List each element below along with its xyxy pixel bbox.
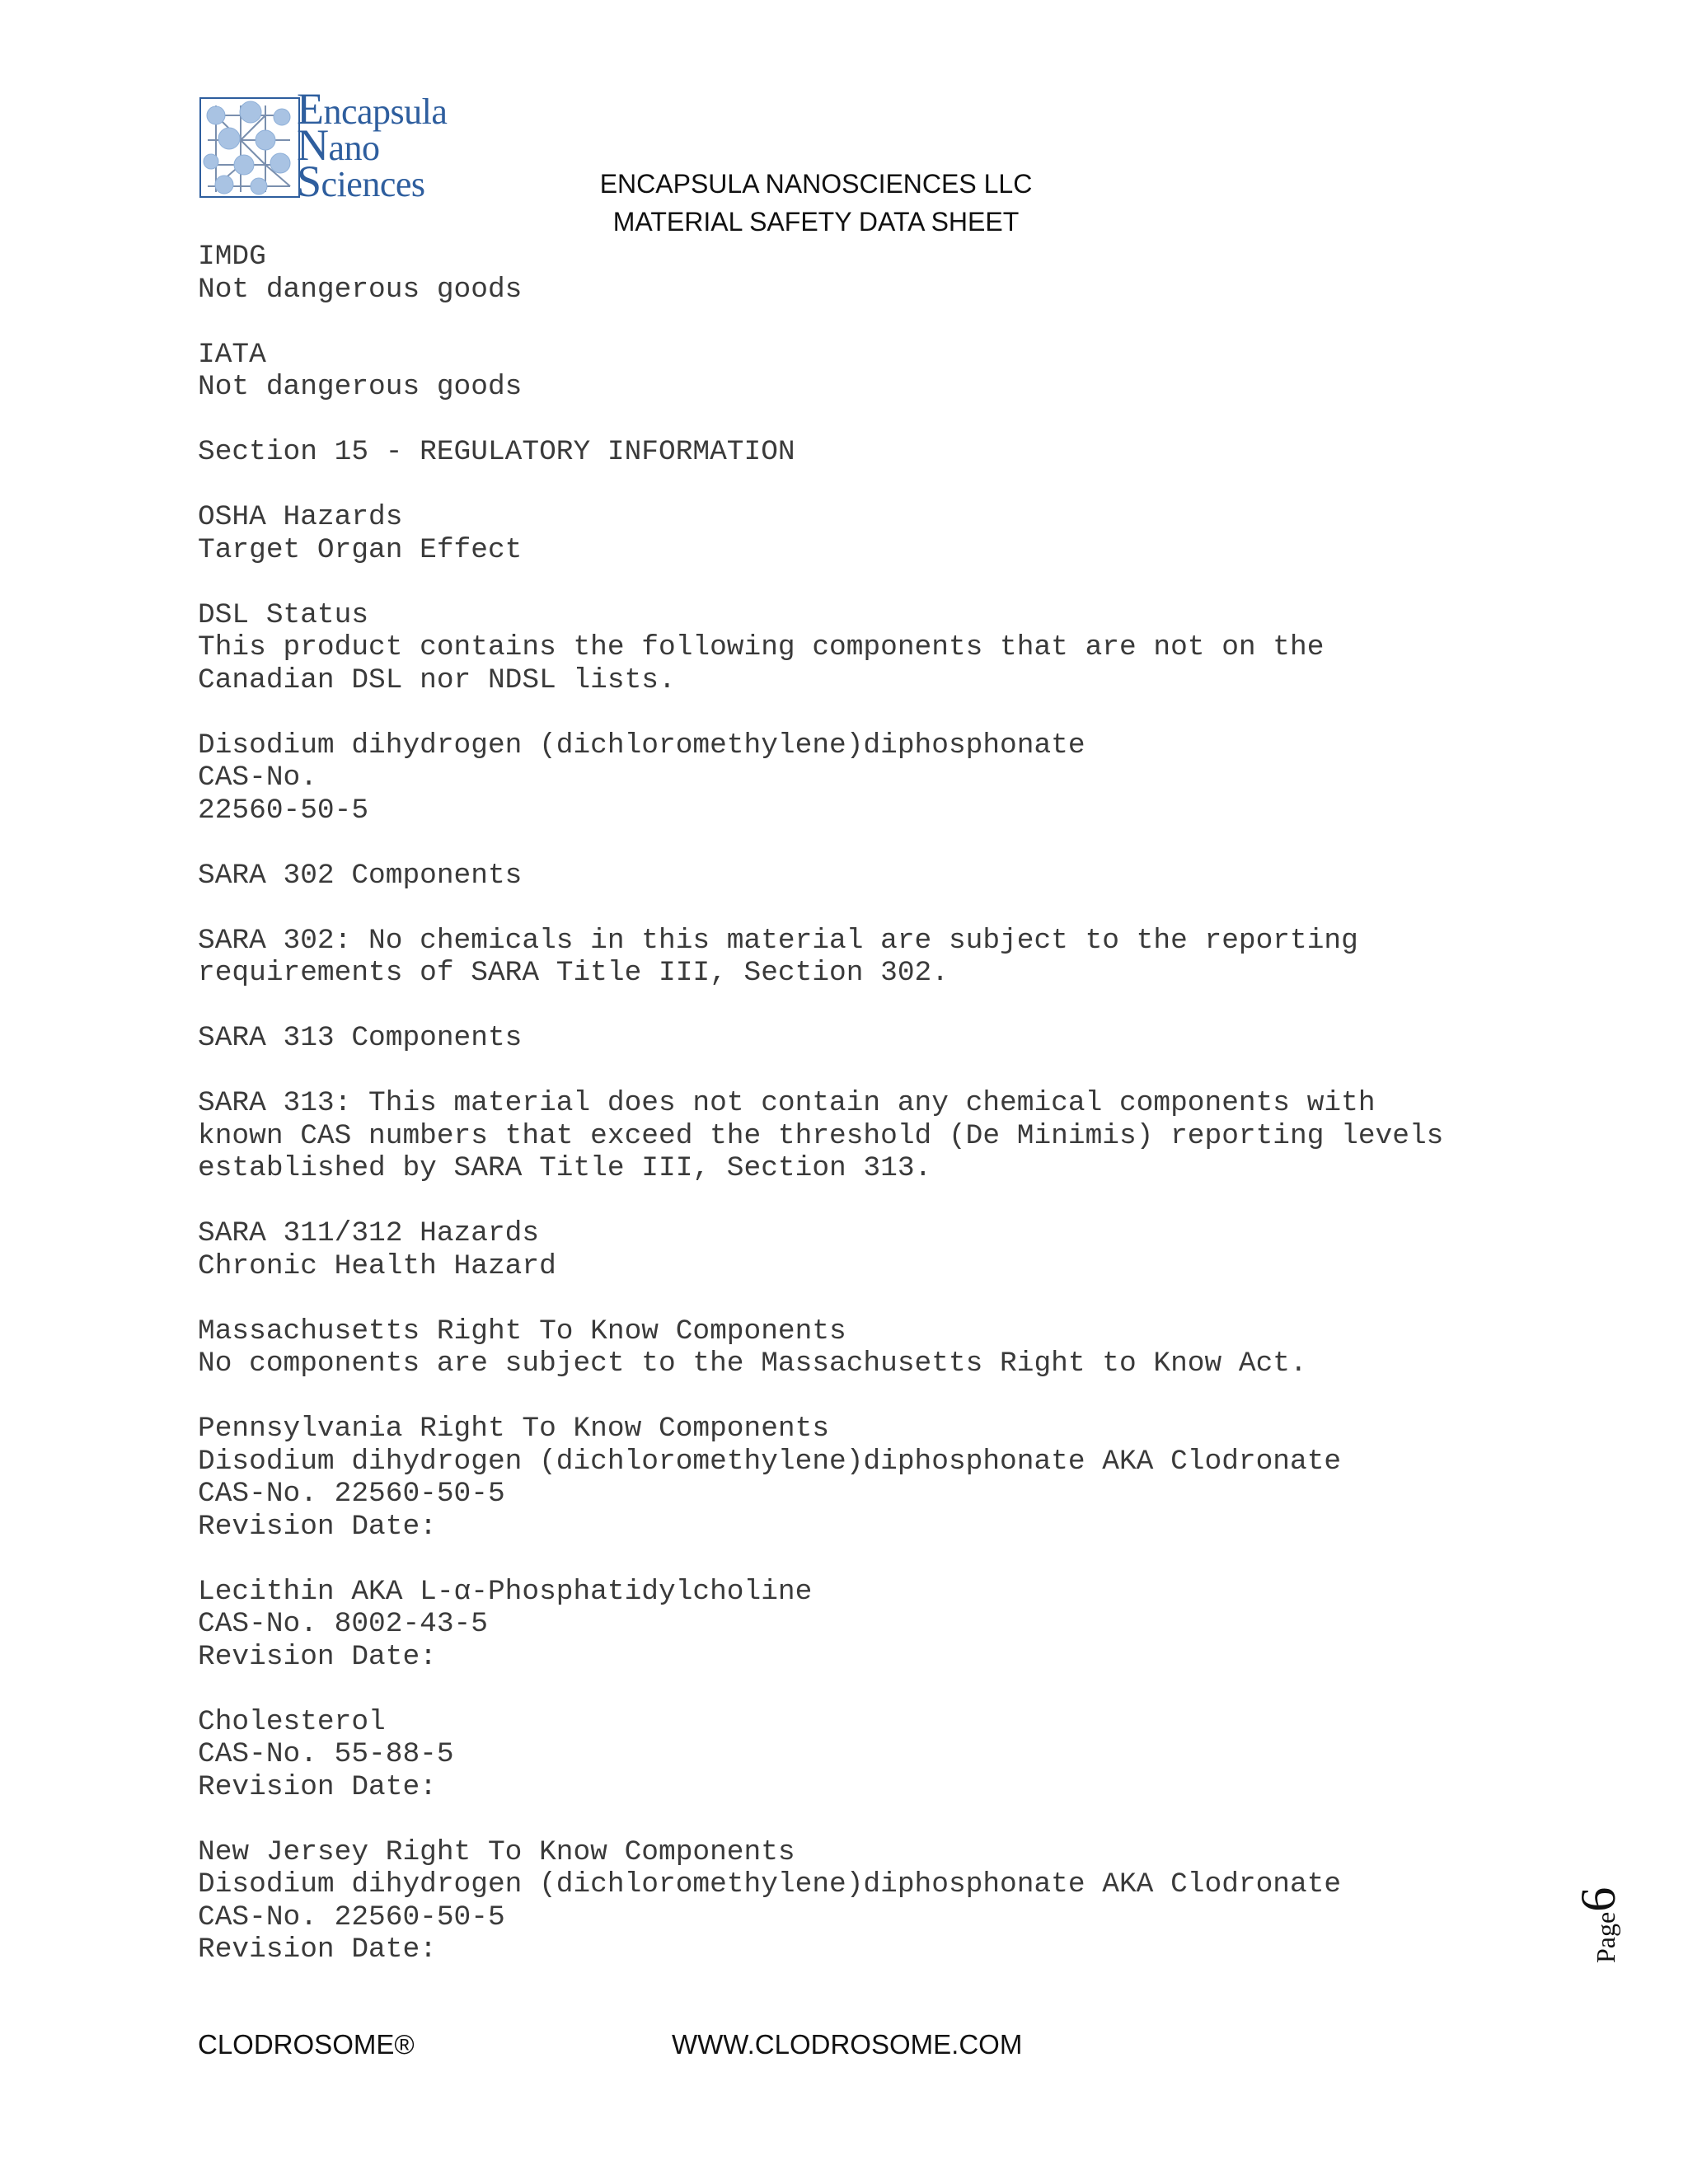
sara-313-block — [198, 1087, 1500, 1185]
page-digit: 6 — [1571, 1886, 1625, 1912]
text-line: Lecithin AKA L-α-Phosphatidylcholine — [198, 1575, 813, 1608]
text-line: Disodium dihydrogen (dichloromethylene)diphosphonate AKA Clodronate — [198, 1445, 1342, 1478]
osha-hazards-block — [198, 501, 1500, 566]
text-line: DSL Status — [198, 598, 369, 631]
text-line: No components are subject to the Massachusetts Right to Know Act. — [198, 1347, 1307, 1380]
document-body — [198, 241, 1500, 1999]
text-line: OSHA Hazards — [198, 501, 403, 533]
text-line: Cholesterol — [198, 1705, 386, 1738]
text-line: SARA 313 Components — [198, 1022, 523, 1054]
text-line: CAS-No. 55-88-5 — [198, 1738, 454, 1770]
text-line: SARA 313: This material does not contain any chemical components with — [198, 1087, 1376, 1119]
text-line: known CAS numbers that exceed the threshold (De Minimis) reporting levels — [198, 1119, 1444, 1152]
text-line: CAS-No. 22560-50-5 — [198, 1900, 505, 1933]
page-label: Page — [1591, 1911, 1620, 1963]
logo-word-nano: ano — [328, 128, 380, 168]
text-line: Revision Date: — [198, 1640, 437, 1673]
logo-word-sciences: ciences — [321, 164, 425, 204]
document-header — [569, 165, 1063, 241]
cholesterol-block — [198, 1706, 1500, 1804]
text-line: Disodium dihydrogen (dichloromethylene)diphosphonate — [198, 729, 1085, 762]
sara-302-block — [198, 925, 1500, 990]
text-line: IMDG — [198, 241, 266, 273]
text-line: Chronic Health Hazard — [198, 1249, 556, 1282]
text-line: CAS-No. 22560-50-5 — [198, 1478, 505, 1510]
logo-letter-e: E — [297, 84, 324, 134]
pennsylvania-block — [198, 1413, 1500, 1543]
logo-letter-n: N — [297, 120, 329, 170]
logo-wordmark — [297, 84, 448, 206]
document-title: MATERIAL SAFETY DATA SHEET — [612, 207, 1020, 237]
text-line: Canadian DSL nor NDSL lists. — [198, 663, 676, 696]
text-line: CAS-No. 8002-43-5 — [198, 1608, 488, 1640]
text-line: Massachusetts Right To Know Components — [198, 1315, 846, 1347]
sara-311-312-block — [198, 1217, 1500, 1282]
text-line: New Jersey Right To Know Components — [198, 1835, 795, 1868]
text-line: Revision Date: — [198, 1933, 437, 1966]
footer-brand: CLODROSOME® — [198, 2029, 415, 2060]
footer-website: WWW.CLODROSOME.COM — [672, 2029, 1023, 2060]
lecithin-block — [198, 1576, 1500, 1674]
text-line: SARA 302 Components — [198, 859, 523, 892]
sara-313-heading — [198, 1022, 1500, 1055]
component-block — [198, 729, 1500, 827]
text-line: Revision Date: — [198, 1770, 437, 1803]
text-line: This product contains the following components that are not on the — [198, 631, 1325, 663]
company-name: ENCAPSULA NANOSCIENCES LLC — [599, 169, 1033, 199]
molecule-grid-icon — [199, 97, 300, 198]
text-line: 22560-50-5 — [198, 794, 369, 827]
text-line: SARA 311/312 Hazards — [198, 1217, 540, 1249]
text-line: Revision Date: — [198, 1510, 437, 1543]
text-line: IATA — [198, 338, 266, 371]
section-heading — [198, 436, 1500, 469]
iata-block — [198, 339, 1500, 404]
text-line: Target Organ Effect — [198, 533, 523, 566]
logo-word-encapsula: ncapsula — [323, 91, 448, 132]
text-line: requirements of SARA Title III, Section 302. — [198, 957, 949, 989]
company-logo — [199, 84, 463, 206]
text-line: SARA 302: No chemicals in this material are subject to the reporting — [198, 924, 1358, 957]
text-line: Disodium dihydrogen (dichloromethylene)diphosphonate AKA Clodronate — [198, 1868, 1342, 1900]
text-line: Not dangerous goods — [198, 273, 523, 306]
text-line: Pennsylvania Right To Know Components — [198, 1413, 830, 1445]
sara-302-heading — [198, 860, 1500, 893]
text-line: Section 15 - REGULATORY INFORMATION — [198, 436, 795, 468]
page-number — [1566, 1872, 1625, 1963]
massachusetts-block — [198, 1315, 1500, 1380]
text-line: CAS-No. — [198, 762, 317, 794]
text-line: established by SARA Title III, Section 313. — [198, 1152, 932, 1184]
dsl-status-block — [198, 599, 1500, 697]
text-line: Not dangerous goods — [198, 371, 523, 403]
new-jersey-block — [198, 1836, 1500, 1966]
logo-letter-s: S — [297, 157, 321, 206]
imdg-block — [198, 241, 1500, 306]
